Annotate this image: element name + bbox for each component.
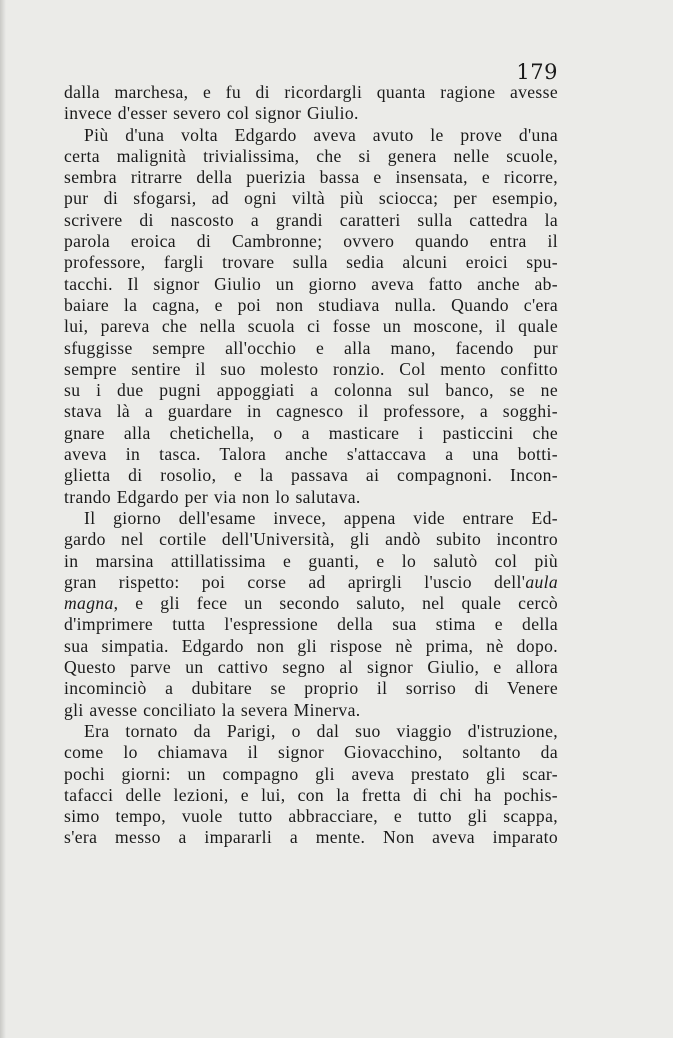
paragraph-2 — [64, 125, 558, 508]
text-line-with-italic — [64, 572, 558, 593]
text-line-segment: gran rispetto: poi corse ad aprirgli l'uscio dell' — [64, 571, 526, 592]
paragraph-1 — [64, 82, 558, 125]
body-text — [64, 82, 558, 849]
text-line: Più d'una volta Edgardo aveva avuto le prove d'una — [84, 124, 558, 145]
text-line: sua simpatia. Edgardo non gli rispose nè prima, nè dopo. — [64, 635, 558, 656]
italic-word: magna — [64, 593, 114, 614]
paragraph-4 — [64, 721, 558, 849]
text-line: scrivere di nascosto a grandi caratteri sulla cattedra la — [64, 209, 558, 230]
text-line: d'imprimere tutta l'espressione della sua stima e della — [64, 614, 558, 635]
text-line: baiare la cagna, e poi non studiava nulla. Quando c'era — [64, 294, 558, 315]
text-line: Il giorno dell'esame invece, appena vide entrare Ed- — [84, 507, 558, 528]
text-line: simo tempo, vuole tutto abbracciare, e tutto gli scappa, — [64, 806, 558, 827]
paragraph-3 — [64, 508, 558, 721]
text-line: parola eroica di Cambronne; ovvero quando entra il — [64, 231, 558, 252]
text-line: glietta di rosolio, e la passava ai compagnoni. Incon- — [64, 465, 558, 486]
text-line: Questo parve un cattivo segno al signor Giulio, e allora — [64, 657, 558, 678]
text-line: certa malignità trivialissima, che si genera nelle scuole, — [64, 145, 558, 166]
text-line: invece d'esser severo col signor Giulio. — [64, 103, 359, 124]
text-line: trando Edgardo per via non lo salutava. — [64, 486, 361, 507]
text-line: pur di sfogarsi, ad ogni viltà più sciocca; per esempio, — [64, 188, 558, 209]
text-line: professore, fargli trovare sulla sedia alcuni eroici spu- — [64, 252, 558, 273]
text-line: gnare alla chetichella, o a masticare i pasticcini che — [64, 422, 558, 443]
text-line: tacchi. Il signor Giulio un giorno aveva fatto anche ab- — [64, 273, 558, 294]
text-line: sfuggisse sempre all'occhio e alla mano, facendo pur — [64, 337, 558, 358]
text-line: sempre sentire il suo molesto ronzio. Col mento confitto — [64, 358, 558, 379]
text-line-segment: , e gli fece un secondo saluto, nel quale cercò — [113, 593, 558, 614]
italic-word: aula — [525, 571, 558, 592]
text-line: dalla marchesa, e fu di ricordargli quanta ragione avesse — [64, 82, 558, 102]
text-line: pochi giorni: un compagno gli aveva prestato gli scar- — [64, 763, 558, 784]
text-line: gli avesse conciliato la severa Minerva. — [64, 699, 361, 720]
text-line: aveva in tasca. Talora anche s'attaccava a una botti- — [64, 444, 558, 465]
text-line: Era tornato da Parigi, o dal suo viaggio d'istruzione, — [84, 720, 558, 741]
text-line: in marsina attillatissima e guanti, e lo salutò col più — [64, 550, 558, 571]
page-number: 179 — [516, 60, 558, 84]
text-line: stava là a guardare in cagnesco il professore, a sogghi- — [64, 401, 558, 422]
text-line: sembra ritrarre della puerizia bassa e insensata, e ricorre, — [64, 167, 558, 188]
text-line: su i due pugni appoggiati a colonna sul banco, se ne — [64, 380, 558, 401]
text-line: come lo chiamava il signor Giovacchino, soltanto da — [64, 742, 558, 763]
text-line: lui, pareva che nella scuola ci fosse un moscone, il quale — [64, 316, 558, 337]
text-line: gardo nel cortile dell'Università, gli andò subito incontro — [64, 529, 558, 550]
text-line: incominciò a dubitare se proprio il sorriso di Venere — [64, 678, 558, 699]
text-line-with-italic — [64, 593, 558, 614]
page-edge-shadow — [0, 0, 6, 1038]
text-line: tafacci delle lezioni, e lui, con la fretta di chi ha pochis- — [64, 784, 558, 805]
text-line: s'era messo a impararli a mente. Non aveva imparato — [64, 827, 558, 848]
